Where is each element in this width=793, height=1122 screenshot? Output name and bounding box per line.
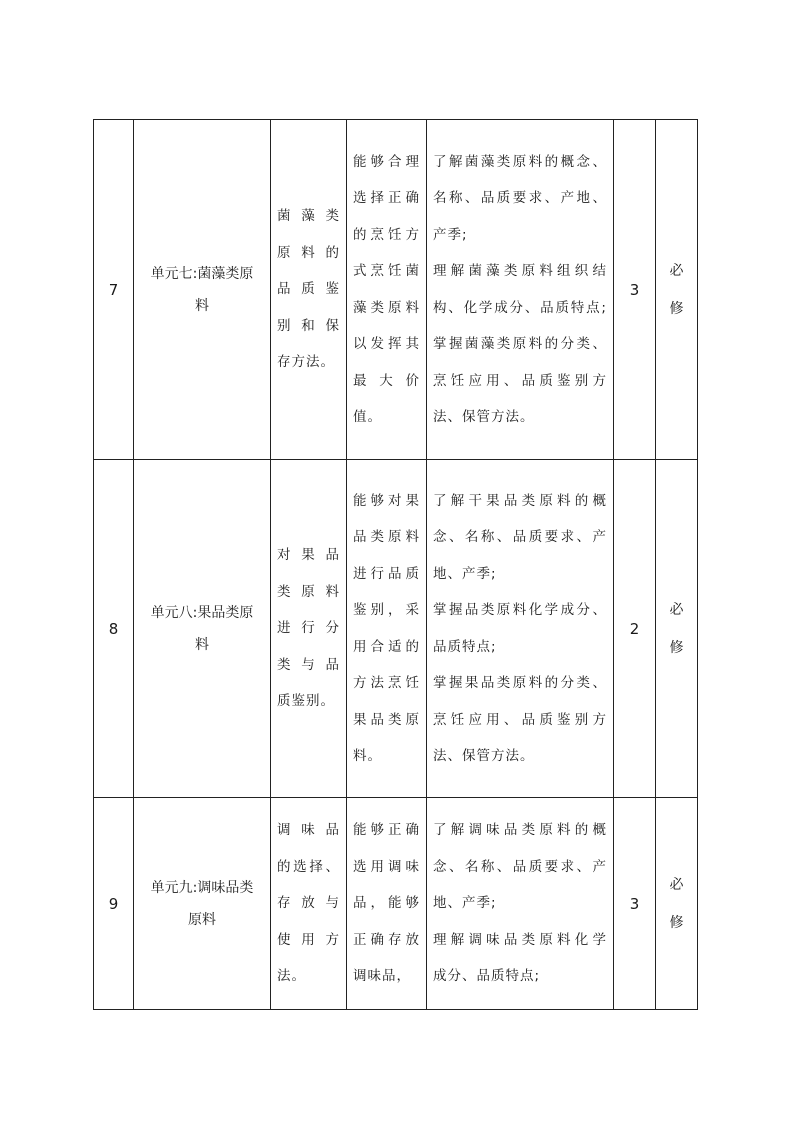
goal-line: 质鉴别。 <box>277 693 335 710</box>
ability-line: 式烹饪菌 <box>353 263 420 279</box>
credit-hours <box>614 120 656 460</box>
credit-hours <box>614 798 656 1010</box>
content-line: 了解调味品类原料的概 <box>433 822 607 839</box>
goal-line: 使用方 <box>277 931 340 948</box>
content-line: 烹饪应用、品质鉴别方 <box>433 711 607 728</box>
ability-line: 的烹饪方 <box>353 226 420 243</box>
content-line: 掌握品类原料化学成分、 <box>433 602 607 618</box>
unit-name-line: 料 <box>195 636 209 653</box>
goal-line: 存方法。 <box>277 354 335 371</box>
course-type-char: 修 <box>669 914 684 931</box>
content-line: 理解调味品类原料化学 <box>433 931 607 948</box>
ability-line: 能够合理 <box>353 153 420 170</box>
ability-line: 藻类原料 <box>353 299 420 316</box>
goal-line: 类原料 <box>277 583 340 600</box>
content-line: 掌握菌藻类原料的分类、 <box>433 336 607 352</box>
course-type-char: 修 <box>669 300 684 317</box>
ability-line: 选用调味 <box>353 858 420 875</box>
content-line: 法、保管方法。 <box>433 409 535 425</box>
content-line: 地、产季; <box>433 895 497 912</box>
goal-line: 的选择、 <box>277 858 340 875</box>
content-line: 产季; <box>433 226 468 243</box>
ability-requirement <box>347 798 427 1010</box>
course-type-char: 修 <box>669 639 684 656</box>
ability-line: 值。 <box>353 409 382 425</box>
goal-line: 原料的 <box>277 244 340 261</box>
table-row <box>94 460 698 798</box>
content-line: 念、名称、品质要求、产 <box>433 529 607 545</box>
course-type-char: 必 <box>669 876 684 893</box>
content-line: 法、保管方法。 <box>433 748 535 764</box>
content-requirement <box>427 460 614 798</box>
ability-line: 以发挥其 <box>353 336 420 352</box>
learning-goal <box>271 460 347 798</box>
ability-line: 调味品， <box>353 968 411 985</box>
credit-hours-text: 3 <box>629 894 640 913</box>
ability-line: 用合适的 <box>353 638 420 655</box>
goal-line: 调味品 <box>277 822 340 839</box>
goal-line: 进行分 <box>277 620 340 637</box>
credit-hours <box>614 460 656 798</box>
ability-line: 鉴别，采 <box>353 602 420 618</box>
ability-line: 品，能够 <box>353 895 420 912</box>
course-type-char: 必 <box>669 601 684 618</box>
content-line: 了解菌藻类原料的概念、 <box>433 153 607 170</box>
goal-line: 对果品 <box>277 547 340 564</box>
ability-requirement <box>347 460 427 798</box>
row-number <box>94 798 134 1010</box>
unit-name <box>134 120 271 460</box>
goal-line: 类与品 <box>277 656 340 673</box>
content-line: 品质特点; <box>433 638 497 655</box>
content-line: 烹饪应用、品质鉴别方 <box>433 372 607 389</box>
learning-goal <box>271 120 347 460</box>
unit-name-line: 原料 <box>188 911 216 928</box>
unit-name-line: 单元七:菌藻类原 <box>150 265 254 282</box>
course-type <box>656 460 698 798</box>
course-type <box>656 120 698 460</box>
content-line: 念、名称、品质要求、产 <box>433 858 607 875</box>
content-line: 了解干果品类原料的概 <box>433 492 607 509</box>
row-number-text: 8 <box>108 619 119 638</box>
credit-hours-text: 3 <box>629 280 640 299</box>
goal-line: 法。 <box>277 968 306 985</box>
ability-line: 能够正确 <box>353 822 420 839</box>
ability-line: 方法烹饪 <box>353 675 420 691</box>
ability-line: 果品类原 <box>353 711 420 728</box>
content-requirement <box>427 798 614 1010</box>
course-table <box>93 119 698 1010</box>
table-row <box>94 120 698 460</box>
goal-line: 存放与 <box>277 895 340 912</box>
course-type <box>656 798 698 1010</box>
content-line: 理解菌藻类原料组织结 <box>433 263 607 279</box>
unit-name-line: 单元九:调味品类 <box>150 879 254 896</box>
course-type-char: 必 <box>669 262 684 279</box>
table-row <box>94 798 698 1010</box>
row-number <box>94 460 134 798</box>
row-number-text: 7 <box>108 280 119 299</box>
ability-line: 进行品质 <box>353 565 420 582</box>
goal-line: 别和保 <box>277 317 340 334</box>
ability-line: 料。 <box>353 748 382 764</box>
content-line: 成分、品质特点; <box>433 968 541 985</box>
content-requirement <box>427 120 614 460</box>
content-line: 地、产季; <box>433 565 497 582</box>
ability-line: 最 大 价 <box>353 372 420 389</box>
ability-line: 能够对果 <box>353 492 420 509</box>
content-line: 构、化学成分、品质特点; <box>433 299 607 316</box>
unit-name <box>134 798 271 1010</box>
content-line: 掌握果品类原料的分类、 <box>433 675 607 691</box>
goal-line: 品质鉴 <box>277 281 340 298</box>
row-number-text: 9 <box>108 894 119 913</box>
ability-line: 品类原料 <box>353 529 420 545</box>
ability-line: 选择正确 <box>353 190 420 206</box>
row-number <box>94 120 134 460</box>
unit-name-line: 料 <box>195 297 209 314</box>
credit-hours-text: 2 <box>629 619 640 638</box>
content-line: 名称、品质要求、产地、 <box>433 190 607 206</box>
ability-requirement <box>347 120 427 460</box>
goal-line: 菌藻类 <box>277 208 340 225</box>
learning-goal <box>271 798 347 1010</box>
unit-name-line: 单元八:果品类原 <box>150 604 254 621</box>
unit-name <box>134 460 271 798</box>
ability-line: 正确存放 <box>353 931 420 948</box>
